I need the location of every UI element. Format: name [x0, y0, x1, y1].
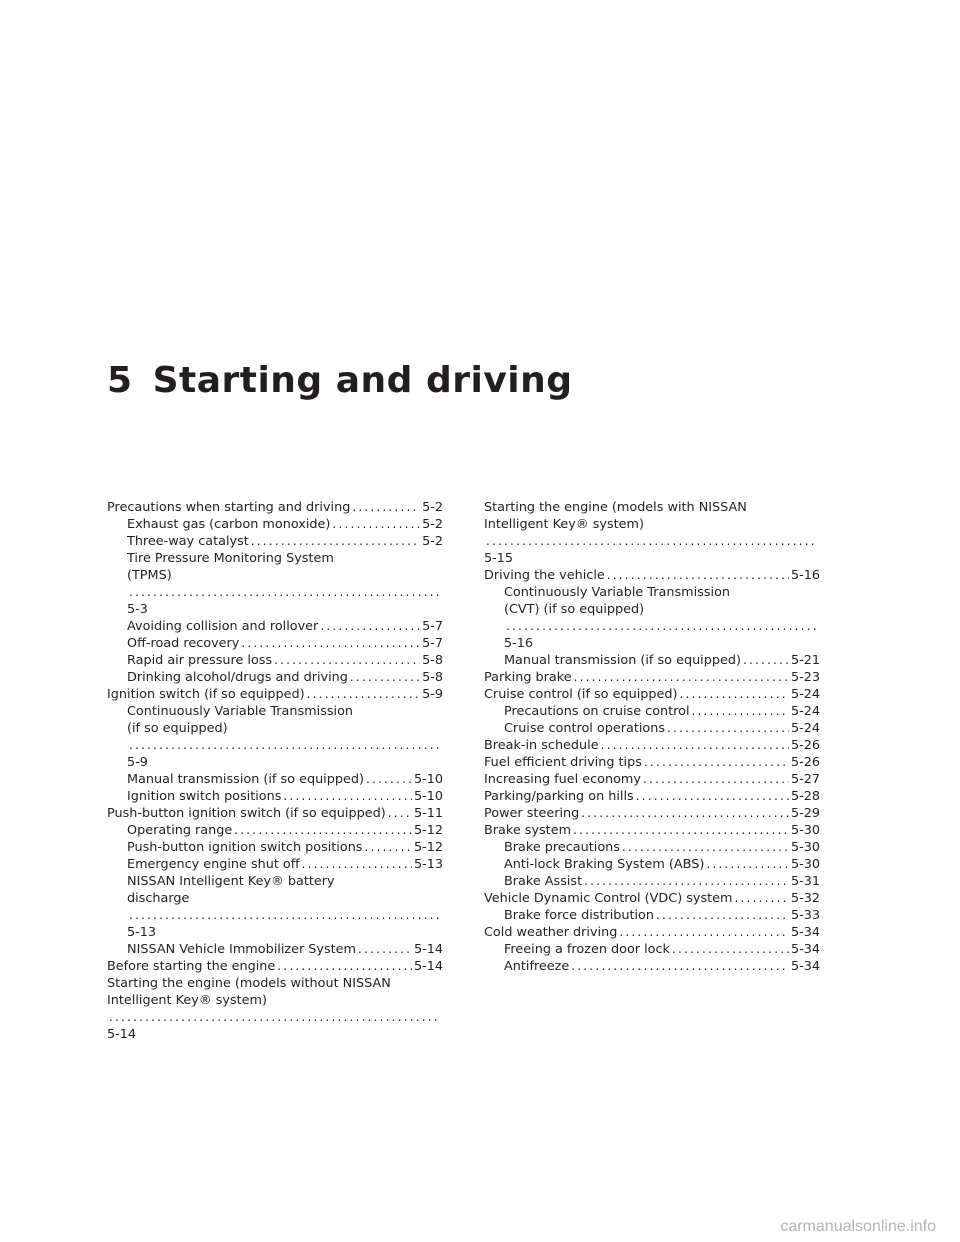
dot-leader — [388, 805, 412, 822]
toc-entry-page: 5-30 — [790, 823, 820, 838]
toc-entry-title: Intelligent Key® system) — [107, 993, 267, 1008]
dot-leader — [571, 958, 789, 975]
toc-entry-page: 5-32 — [790, 891, 820, 906]
toc-entry[interactable] — [484, 839, 820, 856]
chapter-number: 5 — [107, 360, 133, 401]
toc-entry[interactable] — [484, 703, 820, 720]
toc-entry[interactable] — [107, 822, 443, 839]
dot-leader — [352, 499, 420, 516]
toc-entry-title: Fuel efficient driving tips — [484, 755, 642, 770]
toc-entry-page: 5-34 — [790, 925, 820, 940]
toc-entry[interactable] — [484, 499, 820, 567]
dot-leader — [706, 856, 789, 873]
toc-entry[interactable] — [107, 958, 443, 975]
dot-leader — [573, 822, 789, 839]
toc-entry-title: Vehicle Dynamic Control (VDC) system — [484, 891, 733, 906]
toc-entry-page: 5-16 — [790, 568, 820, 583]
toc-entry-title: Off-road recovery — [127, 636, 240, 651]
toc-entry-title: (CVT) (if so equipped) — [504, 602, 645, 617]
toc-entry[interactable] — [484, 890, 820, 907]
dot-leader — [636, 788, 789, 805]
dot-leader — [234, 822, 412, 839]
toc-entry-page: 5-13 — [413, 857, 443, 872]
toc-entry-title: Power steering — [484, 806, 580, 821]
toc-entry-title: Operating range — [127, 823, 233, 838]
toc-entry-page: 5-10 — [413, 772, 443, 787]
toc-entry-page: 5-12 — [413, 823, 443, 838]
chapter-title-text: Starting and driving — [152, 360, 573, 401]
toc-entry-page: 5-33 — [790, 908, 820, 923]
dot-leader — [735, 890, 789, 907]
dot-leader — [667, 720, 789, 737]
toc-entry[interactable] — [107, 975, 443, 1043]
toc-entry[interactable] — [107, 669, 443, 686]
toc-entry-title: Anti-lock Braking System (ABS) — [504, 857, 705, 872]
dot-leader — [643, 771, 789, 788]
toc-entry-page: 5-26 — [790, 755, 820, 770]
dot-leader — [283, 788, 412, 805]
toc-entry-title-line1: Starting the engine (models without NISSAN — [107, 976, 391, 991]
toc-entry[interactable] — [107, 941, 443, 958]
toc-entry-page: 5-21 — [790, 653, 820, 668]
toc-entry-title: Rapid air pressure loss — [127, 653, 273, 668]
dot-leader — [364, 839, 411, 856]
toc-entry-page: 5-3 — [127, 602, 148, 617]
toc-entry-title: Ignition switch (if so equipped) — [107, 687, 305, 702]
toc-entry[interactable] — [484, 737, 820, 754]
toc-entry-title: Brake system — [484, 823, 572, 838]
toc-entry-title: Brake precautions — [504, 840, 620, 855]
toc-entry-page: 5-30 — [790, 857, 820, 872]
toc-entry-page: 5-30 — [790, 840, 820, 855]
toc-entry-title: Cruise control operations — [504, 721, 666, 736]
toc-entry-title: Parking/parking on hills — [484, 789, 634, 804]
toc-entry-page: 5-34 — [790, 942, 820, 957]
toc-entry[interactable] — [484, 584, 820, 652]
toc-entry[interactable] — [107, 788, 443, 805]
toc-entry-page: 5-14 — [413, 942, 443, 957]
dot-leader — [601, 737, 789, 754]
toc-entry-page: 5-7 — [422, 636, 443, 651]
dot-leader — [350, 669, 420, 686]
toc-entry-title-line1: Starting the engine (models with NISSAN — [484, 500, 747, 515]
toc-entry[interactable] — [107, 703, 443, 771]
toc-entry-title-line1: Continuously Variable Transmission — [127, 704, 354, 719]
toc-entry[interactable] — [484, 958, 820, 975]
dot-leader — [129, 737, 441, 754]
toc-entry-title: Push-button ignition switch positions — [127, 840, 363, 855]
toc-entry[interactable] — [484, 771, 820, 788]
toc-entry-page: 5-8 — [422, 653, 443, 668]
dot-leader — [251, 533, 420, 550]
toc-entry[interactable] — [484, 856, 820, 873]
toc-entry-title: Avoiding collision and rollover — [127, 619, 319, 634]
toc-entry-page: 5-26 — [790, 738, 820, 753]
toc-entry-title: Manual transmission (if so equipped) — [127, 772, 364, 787]
toc-entry-title: NISSAN Vehicle Immobilizer System — [127, 942, 357, 957]
toc-entry-page: 5-10 — [413, 789, 443, 804]
toc-entry-page: 5-8 — [422, 670, 443, 685]
toc-entry-title: Brake force distribution — [504, 908, 654, 923]
dot-leader — [129, 584, 441, 601]
toc-entry-page: 5-9 — [127, 755, 148, 770]
toc-entry-title: Exhaust gas (carbon monoxide) — [127, 517, 331, 532]
toc-entry[interactable] — [484, 567, 820, 584]
dot-leader — [692, 703, 789, 720]
toc-entry[interactable] — [107, 805, 443, 822]
dot-leader — [129, 907, 441, 924]
toc-entry-title: Break-in schedule — [484, 738, 599, 753]
toc-entry[interactable] — [484, 924, 820, 941]
dot-leader — [332, 516, 420, 533]
toc-entry[interactable] — [484, 941, 820, 958]
dot-leader — [672, 941, 789, 958]
toc-entry-page: 5-12 — [413, 840, 443, 855]
toc-entry[interactable] — [107, 873, 443, 941]
dot-leader — [656, 907, 789, 924]
toc-left-column — [107, 499, 443, 1043]
toc-entry-title: Ignition switch positions — [127, 789, 282, 804]
dot-leader — [241, 635, 420, 652]
watermark: carmanualsonline.info — [780, 1218, 936, 1235]
toc-entry[interactable] — [107, 550, 443, 618]
toc-entry-title: Intelligent Key® system) — [484, 517, 644, 532]
toc-entry-title: Antifreeze — [504, 959, 570, 974]
dot-leader — [619, 924, 789, 941]
toc-entry-title: Cold weather driving — [484, 925, 618, 940]
toc-entry[interactable] — [484, 805, 820, 822]
toc-entry-page: 5-2 — [422, 500, 443, 515]
toc-entry-page: 5-34 — [790, 959, 820, 974]
toc-entry-title: (TPMS) — [127, 568, 172, 583]
toc-right-column — [484, 499, 820, 975]
dot-leader — [584, 873, 789, 890]
toc-entry[interactable] — [484, 754, 820, 771]
toc-entry-title-line1: Continuously Variable Transmission — [504, 585, 731, 600]
toc-entry-page: 5-24 — [790, 721, 820, 736]
dot-leader — [307, 686, 420, 703]
toc-entry-page: 5-24 — [790, 687, 820, 702]
toc-entry[interactable] — [107, 771, 443, 788]
toc-entry-title: Emergency engine shut off — [127, 857, 300, 872]
toc-entry-page: 5-27 — [790, 772, 820, 787]
toc-entry-page: 5-7 — [422, 619, 443, 634]
toc-entry[interactable] — [107, 516, 443, 533]
toc-entry[interactable] — [107, 499, 443, 516]
toc-entry-title: (if so equipped) — [127, 721, 228, 736]
dot-leader — [644, 754, 789, 771]
toc-entry-title: Cruise control (if so equipped) — [484, 687, 678, 702]
toc-entry-page: 5-14 — [107, 1027, 137, 1042]
toc-entry-title-line1: Tire Pressure Monitoring System — [127, 551, 334, 566]
toc-entry[interactable] — [484, 822, 820, 839]
toc-entry-title: Before starting the engine — [107, 959, 276, 974]
dot-leader — [581, 805, 789, 822]
toc-entry-page: 5-16 — [504, 636, 534, 651]
toc-entry[interactable] — [107, 856, 443, 873]
toc-entry[interactable] — [484, 686, 820, 703]
dot-leader — [320, 618, 420, 635]
toc-entry-title: Manual transmission (if so equipped) — [504, 653, 741, 668]
chapter-title — [107, 360, 573, 401]
toc-entry-title: Precautions when starting and driving — [107, 500, 351, 515]
dot-leader — [622, 839, 789, 856]
toc-entry[interactable] — [484, 907, 820, 924]
dot-leader — [274, 652, 420, 669]
dot-leader — [486, 533, 818, 550]
toc-entry-title: Three-way catalyst — [127, 534, 249, 549]
toc-entry[interactable] — [484, 669, 820, 686]
toc-entry-page: 5-11 — [413, 806, 443, 821]
toc-entry[interactable] — [107, 686, 443, 703]
toc-entry-page: 5-15 — [484, 551, 514, 566]
toc-entry-page: 5-31 — [790, 874, 820, 889]
dot-leader — [506, 618, 818, 635]
toc-entry-page: 5-2 — [422, 534, 443, 549]
toc-entry-page: 5-13 — [127, 925, 157, 940]
toc-entry-page: 5-23 — [790, 670, 820, 685]
toc-entry-title: Increasing fuel economy — [484, 772, 641, 787]
toc-entry[interactable] — [107, 839, 443, 856]
dot-leader — [358, 941, 412, 958]
toc-entry-title: Precautions on cruise control — [504, 704, 690, 719]
toc-entry-title: Brake Assist — [504, 874, 583, 889]
toc-entry-title: Freeing a frozen door lock — [504, 942, 670, 957]
toc-entry[interactable] — [484, 652, 820, 669]
dot-leader — [607, 567, 789, 584]
dot-leader — [277, 958, 412, 975]
toc-entry[interactable] — [107, 635, 443, 652]
toc-entry-page: 5-24 — [790, 704, 820, 719]
toc-entry[interactable] — [484, 788, 820, 805]
dot-leader — [302, 856, 412, 873]
dot-leader — [743, 652, 789, 669]
toc-entry-page: 5-9 — [422, 687, 443, 702]
toc-entry-page: 5-29 — [790, 806, 820, 821]
toc-entry-title: discharge — [127, 891, 190, 906]
dot-leader — [574, 669, 789, 686]
toc-entry-page: 5-14 — [413, 959, 443, 974]
toc-entry[interactable] — [107, 618, 443, 635]
toc-entry-title: Parking brake — [484, 670, 572, 685]
dot-leader — [109, 1009, 441, 1026]
toc-entry-page: 5-28 — [790, 789, 820, 804]
toc-entry-page: 5-2 — [422, 517, 443, 532]
toc-entry[interactable] — [107, 533, 443, 550]
toc-entry-title: Driving the vehicle — [484, 568, 605, 583]
toc-entry[interactable] — [484, 720, 820, 737]
toc-entry-title-line1: NISSAN Intelligent Key® battery — [127, 874, 335, 889]
toc-entry[interactable] — [107, 652, 443, 669]
toc-entry-title: Push-button ignition switch (if so equipped) — [107, 806, 386, 821]
toc-entry-title: Drinking alcohol/drugs and driving — [127, 670, 348, 685]
toc-entry[interactable] — [484, 873, 820, 890]
dot-leader — [679, 686, 788, 703]
dot-leader — [366, 771, 412, 788]
